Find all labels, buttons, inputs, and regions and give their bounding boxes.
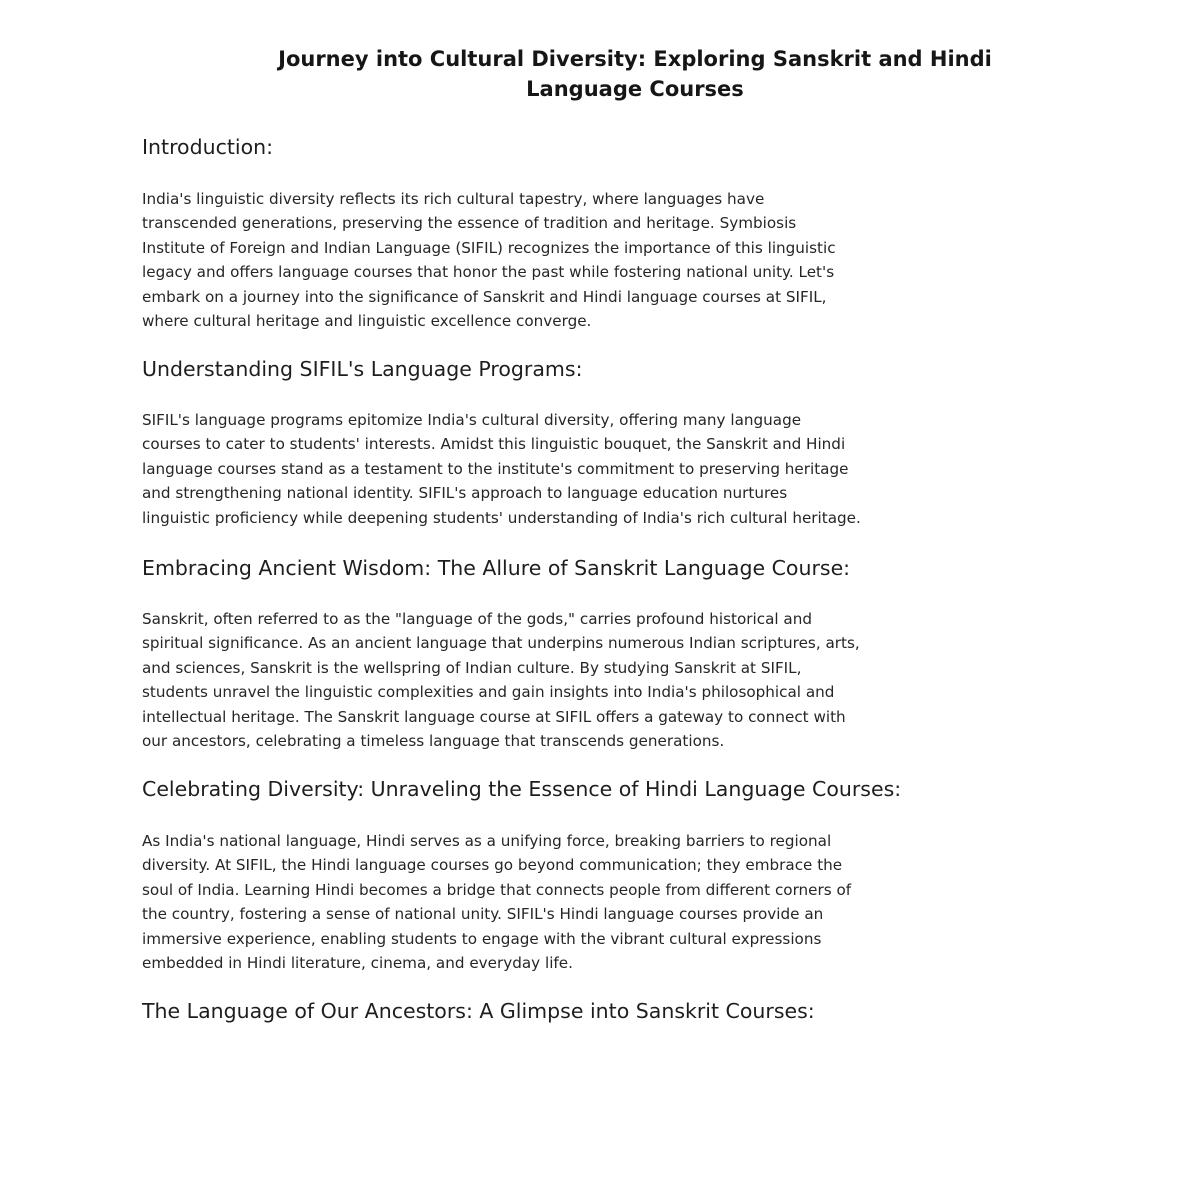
- paragraph-line: embedded in Hindi literature, cinema, and everyday life.: [142, 954, 573, 973]
- paragraph-line: diversity. At SIFIL, the Hindi language courses go beyond communication; they embrace the: [142, 856, 843, 875]
- paragraph-line: immersive experience, enabling students to engage with the vibrant cultural expressions: [142, 929, 822, 948]
- paragraph-line: intellectual heritage. The Sanskrit language course at SIFIL offers a gateway to connect with: [142, 707, 846, 726]
- paragraph-line: India's linguistic diversity reflects its rich cultural tapestry, where languages have: [142, 190, 765, 208]
- title-line: Journey into Cultural Diversity: Exploring Sanskrit and Hindi: [278, 47, 992, 71]
- paragraph-line: As India's national language, Hindi serves as a unifying force, breaking barriers to regional: [142, 832, 832, 850]
- document-title: [160, 44, 1110, 104]
- paragraph-line: linguistic proficiency while deepening students' understanding of India's rich cultural heritage.: [142, 508, 861, 527]
- section-heading-ancestors: The Language of Our Ancestors: A Glimpse into Sanskrit Courses:: [142, 999, 815, 1023]
- paragraph-line: language courses stand as a testament to the institute's commitment to preserving heritage: [142, 459, 849, 478]
- paragraph-line: soul of India. Learning Hindi becomes a bridge that connects people from different corners of: [142, 880, 852, 899]
- paragraph-line: courses to cater to students' interests. Amidst this linguistic bouquet, the Sanskrit and Hindi: [142, 435, 846, 454]
- paragraph-line: embark on a journey into the significance of Sanskrit and Hindi language courses at SIFIL,: [142, 287, 827, 306]
- paragraph-line: and sciences, Sanskrit is the wellspring of Indian culture. By studying Sanskrit at SIFIL,: [142, 658, 802, 677]
- title-line: Language Courses: [526, 77, 744, 101]
- paragraph-line: SIFIL's language programs epitomize India's cultural diversity, offering many language: [142, 411, 802, 429]
- section-heading-sanskrit-allure: Embracing Ancient Wisdom: The Allure of Sanskrit Language Course:: [142, 556, 851, 580]
- section-paragraph-language-programs: [142, 408, 1142, 530]
- paragraph-line: legacy and offers language courses that honor the past while fostering national unity. Let's: [142, 263, 835, 282]
- paragraph-line: students unravel the linguistic complexities and gain insights into India's philosophical and: [142, 683, 835, 702]
- paragraph-line: spiritual significance. As an ancient language that underpins numerous Indian scriptures, arts,: [142, 634, 860, 653]
- paragraph-line: our ancestors, celebrating a timeless language that transcends generations.: [142, 732, 725, 751]
- section-paragraph-hindi-courses: [142, 829, 1142, 975]
- paragraph-line: transcended generations, preserving the essence of tradition and heritage. Symbiosis: [142, 214, 797, 233]
- paragraph-line: the country, fostering a sense of national unity. SIFIL's Hindi language courses provide an: [142, 905, 824, 924]
- section-heading-hindi-courses: Celebrating Diversity: Unraveling the Essence of Hindi Language Courses:: [142, 777, 902, 801]
- paragraph-line: and strengthening national identity. SIFIL's approach to language education nurtures: [142, 484, 788, 503]
- paragraph-line: Institute of Foreign and Indian Language (SIFIL) recognizes the importance of this linguistic: [142, 238, 836, 257]
- section-paragraph-introduction: [142, 187, 1142, 333]
- section-heading-introduction: Introduction:: [142, 135, 274, 159]
- section-heading-language-programs: Understanding SIFIL's Language Programs:: [142, 357, 583, 381]
- paragraph-line: where cultural heritage and linguistic excellence converge.: [142, 312, 592, 331]
- section-paragraph-sanskrit-allure: [142, 607, 1142, 753]
- paragraph-line: Sanskrit, often referred to as the "language of the gods," carries profound historical and: [142, 610, 812, 628]
